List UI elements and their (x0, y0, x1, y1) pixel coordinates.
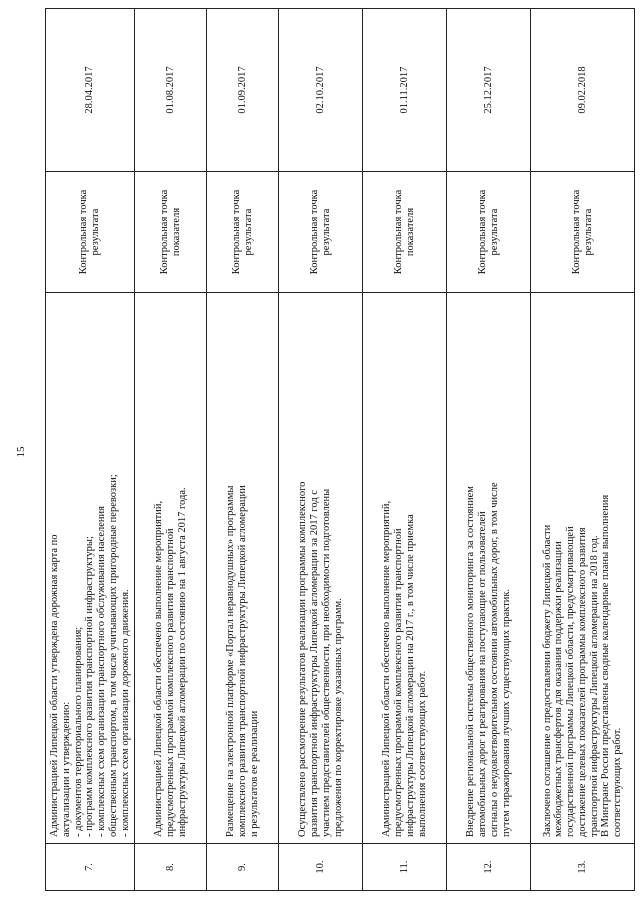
event-text-line: соответствующих работ. (612, 727, 624, 837)
row-number: 10. (279, 844, 363, 891)
row-number: 13. (531, 844, 635, 891)
checkpoint-type: Контрольная точка результата (531, 172, 635, 293)
event-text-line: - комплексных схем организации дорожного движения. (119, 589, 131, 837)
event-text-line: достижение целевых показателей программы комплексного развития (576, 527, 588, 837)
checkpoint-schedule-table (45, 8, 635, 891)
event-text-line: Администрацией Липецкой области утверждена дорожная карта по (49, 534, 60, 837)
event-text-line: сигналы о неудовлетворительном состоянии автомобильных дорог, в том числе (488, 482, 500, 837)
event-text-line: транспортной инфраструктуры Липецкой агломерации на 2018 год. (588, 535, 600, 837)
event-text-line: инфраструктуры Липецкой агломерации на 2017 г., в том числе приемка (404, 514, 416, 837)
event-description (363, 293, 447, 844)
row-number: 7. (46, 844, 135, 891)
event-text-line: Осуществлено рассмотрение результатов реализации программы комплексного (297, 481, 309, 837)
event-text-line: - комплексных схем организации транспортного обслуживания населения (96, 505, 107, 837)
checkpoint-type: Контрольная точка показателя (135, 172, 207, 293)
event-text-line: общественным транспортом, в том числе учитывающих пригородные перевозки; (107, 474, 119, 837)
checkpoint-type: Контрольная точка результата (207, 172, 279, 293)
event-text-line: - документов территориального планирования; (72, 626, 84, 837)
event-description (207, 293, 279, 844)
row-number: 8. (135, 844, 207, 891)
checkpoint-date: 01.11.2017 (363, 9, 447, 172)
event-text-line: Администрацией Липецкой области обеспечено выполнение мероприятий, (381, 500, 393, 837)
event-description (447, 293, 531, 844)
event-text-line: Внедрение региональной системы общественного мониторинга за состоянием (465, 486, 477, 837)
table-row (279, 9, 363, 891)
row-number: 12. (447, 844, 531, 891)
event-text-line: предусмотренных программой комплексного развития транспортной (164, 528, 176, 837)
event-text-line: - программ комплексного развития транспортной инфраструктуры; (84, 536, 96, 837)
event-text-line: участием представителей общественности, при необходимости подготовлены (320, 488, 332, 837)
event-text-line: Размещение на электронной платформе «Портал неравнодушных» программы (225, 485, 237, 837)
table-row (207, 9, 279, 891)
event-text-line: предложения по корректировке указанных программ. (332, 598, 344, 837)
event-text-line: выполнения соответствующих работ. (416, 670, 428, 837)
event-text-line: инфраструктуры Липецкой агломерации по состоянию на 1 августа 2017 года. (176, 487, 188, 837)
checkpoint-type: Контрольная точка результата (46, 172, 135, 293)
schedule-table-frame (45, 61, 624, 891)
checkpoint-date: 28.04.2017 (46, 9, 135, 172)
event-description (135, 293, 207, 844)
checkpoint-type: Контрольная точка результата (447, 172, 531, 293)
event-text-line: Заключено соглашение о предоставлении бюджету Липецкой области (541, 524, 553, 837)
checkpoint-date: 01.09.2017 (207, 9, 279, 172)
event-description (46, 293, 135, 844)
checkpoint-type: Контрольная точка результата (279, 172, 363, 293)
event-description (531, 293, 635, 844)
table-row (447, 9, 531, 891)
event-description (279, 293, 363, 844)
page-number: 15 (15, 446, 27, 458)
row-number: 9. (207, 844, 279, 891)
checkpoint-date: 09.02.2018 (531, 9, 635, 172)
event-text-line: В Минтранс России представлены сводные календарные планы выполнения (600, 494, 612, 837)
row-number: 11. (363, 844, 447, 891)
event-text-line: государственной программы Липецкой области, предусматривающей (565, 526, 577, 837)
event-text-line: Администрацией Липецкой области обеспечено выполнение мероприятий, (153, 500, 165, 837)
table-row (531, 9, 635, 891)
table-row (135, 9, 207, 891)
event-text-line: путем тиражирования лучших существующих практик. (500, 588, 512, 837)
checkpoint-type: Контрольная точка показателя (363, 172, 447, 293)
table-body (46, 9, 635, 891)
event-text-line: автомобильных дорог и реагирования на поступающие от пользователей (477, 511, 488, 837)
table-row (46, 9, 135, 891)
checkpoint-date: 02.10.2017 (279, 9, 363, 172)
table-row (363, 9, 447, 891)
event-text-line: предусмотренных программой комплексного развития транспортной (393, 528, 404, 837)
event-text-line: развития транспортной инфраструктуры Липецкой агломерации за 2017 год с (309, 490, 320, 837)
event-text-line: актуализации и утверждению: (60, 701, 72, 837)
checkpoint-date: 25.12.2017 (447, 9, 531, 172)
event-text-line: межбюджетных трансфертов для оказания поддержки реализации (553, 541, 565, 837)
event-text-line: комплексного развития транспортной инфраструктуры Липецкой агломерации (236, 485, 248, 837)
event-text-line: и результатов ее реализации (248, 710, 260, 837)
checkpoint-date: 01.08.2017 (135, 9, 207, 172)
